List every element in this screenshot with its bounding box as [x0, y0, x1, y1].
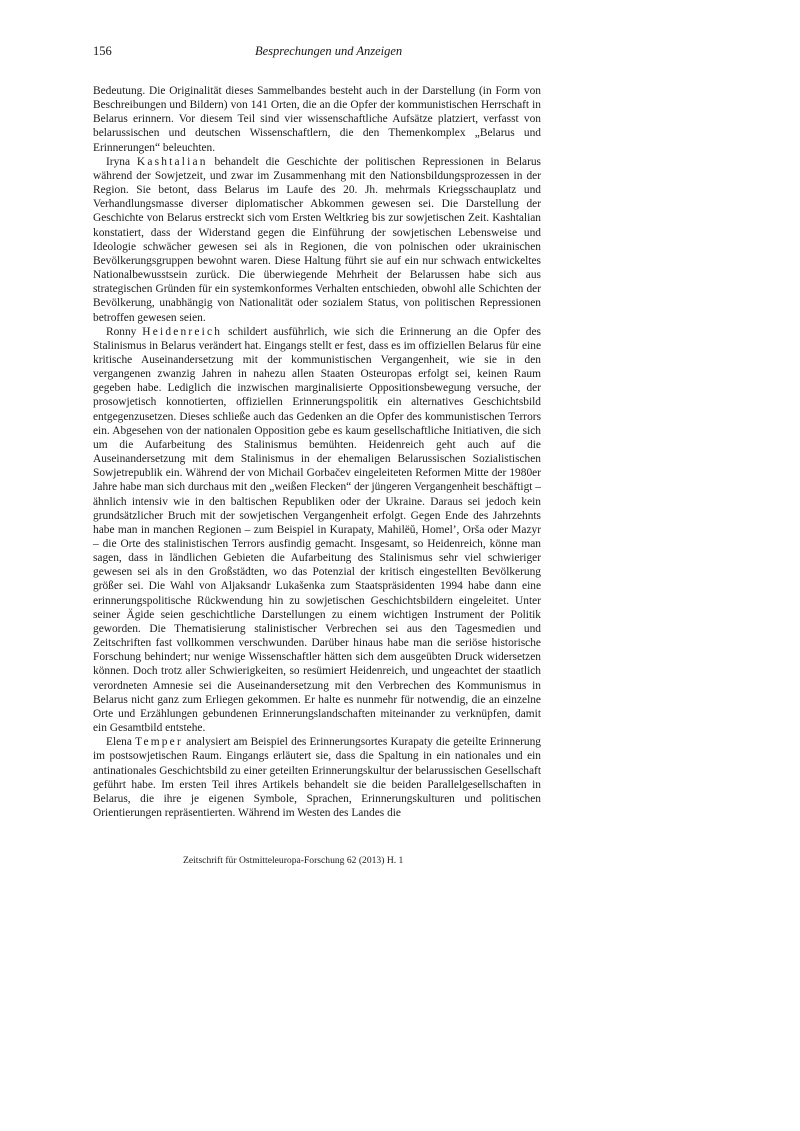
running-title: Besprechungen und Anzeigen — [255, 44, 403, 58]
paragraph — [93, 84, 541, 155]
body-text — [93, 84, 541, 820]
journal-footer: Zeitschrift für Ostmitteleuropa-Forschung 62 (2013) H. 1 — [183, 855, 404, 866]
paragraph — [93, 735, 541, 820]
paragraph-text: analysiert am Beispiel des Erinnerungsortes Kurapaty die geteilte Erinnerung im postsowjetischen Raum. Eingangs erläutert sie, dass die Spaltung in ein nationales und ein antinationales Geschichtsbild zu einer geteilten Erinnerungskultur der belarussischen Gesellschaft geführt habe. Im ersten Teil ihres Artikels behandelt sie die beiden Parallelgesellschaften in Belarus, die ihre je eigenen Symbole, Sprachen, Erinnerungskulturen und politischen Orientierungen repräsentierten. Während im Westen des Landes die — [93, 736, 542, 819]
page-header — [93, 44, 541, 62]
paragraph-lead: Ronny — [106, 325, 143, 338]
page-number: 156 — [93, 44, 112, 58]
paragraph-lead: Iryna — [106, 155, 137, 168]
author-name: Kashtalian — [136, 155, 208, 168]
paragraph-lead: Elena — [106, 736, 136, 749]
paragraph-text: Bedeutung. Die Originalität dieses Sammelbandes besteht auch in der Darstellung (in Form von Beschreibungen und Bildern) von 141 Orten, die an die Opfer der kommunistischen Herrschaft in Belarus erinnern. Vor diesem Teil sind vier wissenschaftliche Aufsätze platziert, verfasst von belarussischen und deutschen Wissenschaftlern, die den Themenkomplex „Belarus und Erinnerungen“ beleuchten. — [93, 85, 541, 154]
paragraph — [93, 155, 541, 325]
paragraph — [93, 325, 541, 736]
author-name: Temper — [135, 736, 183, 749]
author-name: Heidenreich — [142, 325, 223, 338]
paragraph-text: behandelt die Geschichte der politischen Repressionen in Belarus während der Sowjetzeit, und zwar im Zusammenhang mit den Nationsbildungsprozessen in der Region. Sie betont, dass Belarus im Laufe des 20. Jh. mehrmals Kriegsschauplatz und Verhandlungsmasse diverser diplomatischer Abkommen gewesen sei. Die Darstellung der Geschichte von Belarus erstreckt sich vom Ersten Weltkrieg bis zur sowjetischen Zeit. Kashtalian konstatiert, dass der Widerstand gegen die Einführung der sowjetischen Lebensweise und Ideologie schwächer gewesen sei als in Regionen, die von polnischen oder ukrainischen Bevölkerungsgruppen bewohnt waren. Diese Haltung führt sie auf ein nur schwach entwickeltes Nationalbewusstsein zurück. Die überwiegende Mehrheit der Belarussen habe sich aus strategischen Gründen für ein systemkonformes Verhalten entschieden, obwohl alle Schichten der Bevölkerung, unabhängig von Nationalität oder sozialem Status, von politischen Repressionen betroffen gewesen seien. — [93, 155, 541, 324]
paragraph-text: schildert ausführlich, wie sich die Erinnerung an die Opfer des Stalinismus in Belarus verändert hat. Eingangs stellt er fest, dass es im offiziellen Belarus für eine kritische Auseinandersetzung mit der kommunistischen Vergangenheit, wie sie in den vergangenen zwanzig Jahren in nahezu allen Staaten Osteuropas erfolgt sei, keinen Raum gegeben habe. Lediglich die inzwischen marginalisierte Oppositionsbewegung versuche, der prosowjetisch konnotierten, offiziellen Erinnerungspolitik ein alternatives Geschichtsbild entgegenzusetzen. Dieses schließe auch das Gedenken an die Opfer des kommunistischen Terrors ein. Abgesehen von der nationalen Opposition gebe es kaum gesellschaftliche Initiativen, die sich um die Aufarbeitung des Stalinismus bemühten. Heidenreich geht auch auf die Auseinandersetzung mit dem Stalinismus in der ehemaligen Belarussischen Sozialistischen Sowjetrepublik ein. Während der von Michail Gorbačev eingeleiteten Reformen Mitte der 1980er Jahre habe man sich durchaus mit den „weißen Flecken“ der jüngeren Vergangenheit beschäftigt – ähnlich intensiv wie in den baltischen Republiken oder der Ukraine. Daraus sei jedoch kein grundsätzlicher Bruch mit der sowjetischen Vergangenheit erfolgt. Gegen Ende des Jahrzehnts habe man in manchen Regionen – zum Beispiel in Kurapaty, Mahilëŭ, Homel’, Orša oder Mazyr – die Orte des stalinistischen Terrors ausfindig gemacht. Insgesamt, so Heidenreich, könne man sagen, dass in ländlichen Gebieten die Aufarbeitung des Stalinismus sehr viel schwieriger gewesen sei als in den Großstädten, wo das Potenzial der kritisch eingestellten Bevölkerung größer sei. Die Wahl von Aljaksandr Lukašenka zum Staatspräsidenten 1994 habe dann eine erinnerungspolitische Rückwendung hin zu sowjetischen Geschichtsbildern eingeleitet. Unter seiner Ägide seien geschichtliche Darstellungen zu einem wichtigen Instrument der Politik geworden. Die Thematisierung stalinistischer Verbrechen sei aus den Tagesmedien und Zeitschriften fast vollkommen verschwunden. Darüber hinaus habe man die seriöse historische Forschung behindert; nur wenige Wissenschaftler hätten sich dem ausgeübten Druck widersetzen können. Doch trotz aller Schwierigkeiten, so resümiert Heidenreich, und ungeachtet der staatlich verordneten Amnesie sei die Auseinandersetzung mit den Verbrechen des Kommunismus in Belarus nicht ganz zum Erliegen gekommen. Er halte es nunmehr für notwendig, die an einzelne Orte und Erzählungen gebundenen Erinnerungslandschaften miteinander zu verknüpfen, damit ein Gesamtbild entstehe. — [93, 325, 541, 735]
document-page — [93, 0, 541, 1131]
